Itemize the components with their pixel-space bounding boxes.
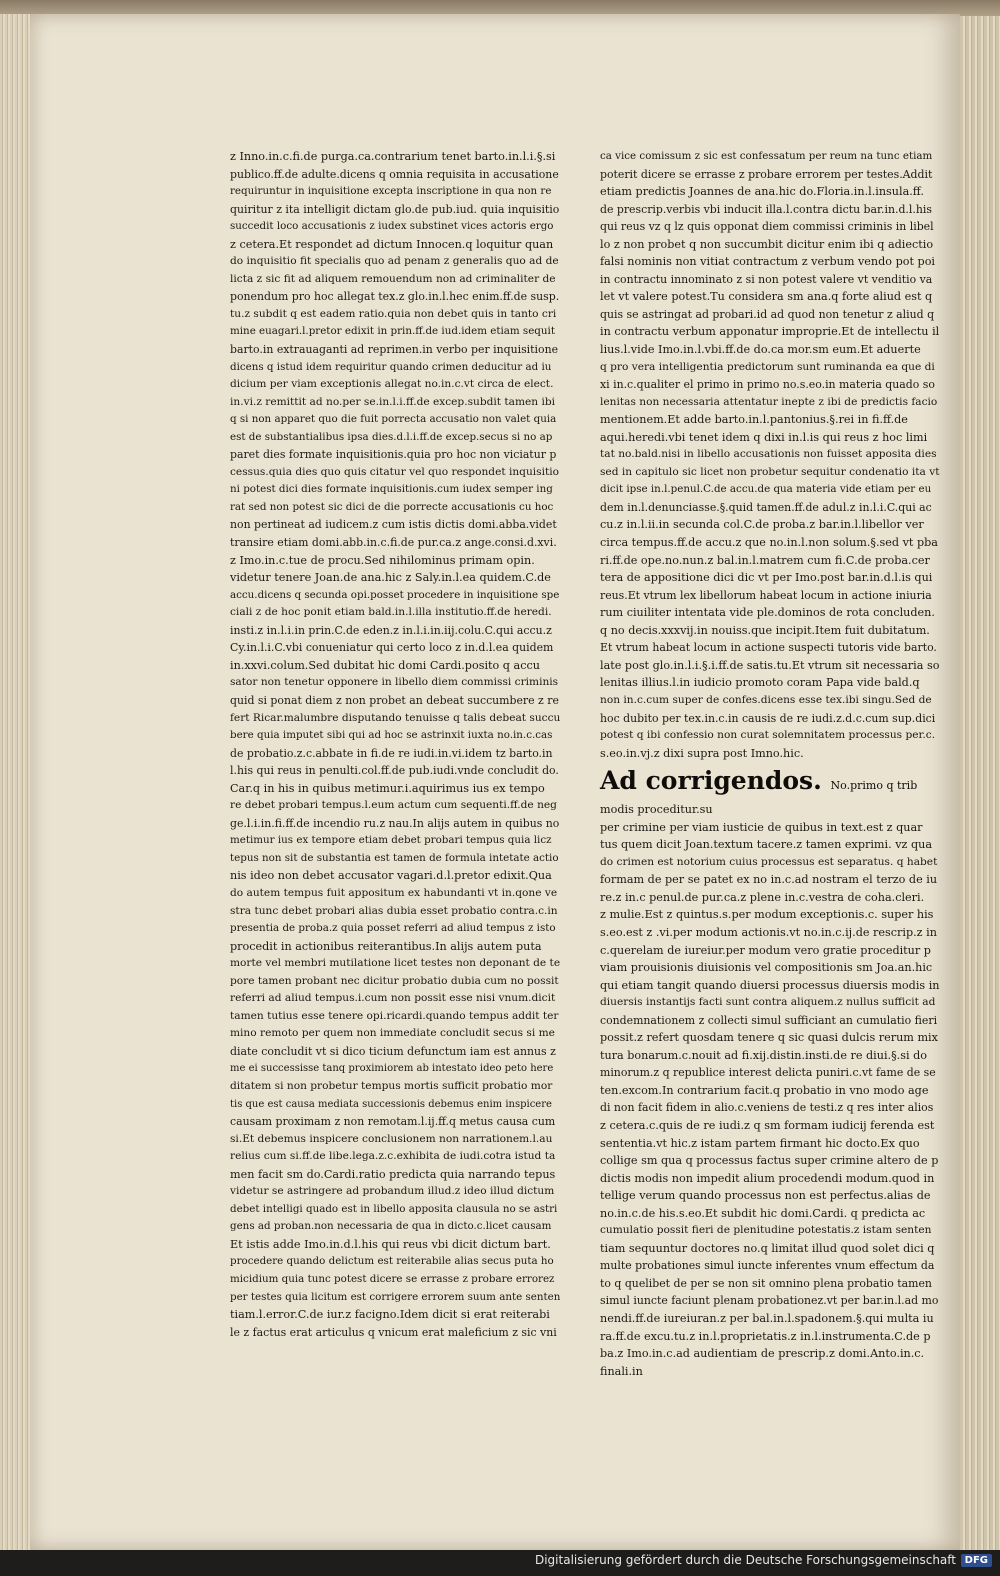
text-line: quid si ponat diem z non probet an debeat succumbere z re: [230, 693, 559, 707]
text-line: bere quia imputet sibi qui ad hoc se astrinxit iuxta no.in.c.cas: [230, 729, 553, 742]
text-line: tis que est causa mediata successionis debemus enim inspicere: [230, 1098, 552, 1110]
page-edges-right: [960, 16, 1000, 1550]
text-line: in.vi.z remittit ad no.per se.in.l.i.ff.de excep.subdit tamen ibi: [230, 395, 556, 408]
text-line: z mulie.Est z quintus.s.per modum exceptionis.c. super his: [600, 908, 934, 922]
text-line: gens ad proban.non necessaria de qua in dicto.c.licet causam: [230, 1220, 552, 1233]
text-line: ge.l.i.in.fi.ff.de incendio ru.z nau.In alijs autem in quibus no: [230, 816, 560, 830]
text-line: s.eo.est z .vi.per modum actionis.vt no.in.c.ij.de rescrip.z in: [600, 925, 937, 939]
text-line: minorum.z q republice interest delicta puniri.c.vt fame de se: [600, 1066, 936, 1080]
text-line: tus quem dicit Joan.textum tacere.z tamen exprimi. vz qua: [600, 838, 933, 852]
text-line: lius.l.vide Imo.in.l.vbi.ff.de do.ca mor.sm eum.Et aduerte: [600, 343, 921, 357]
text-line: succedit loco accusationis z iudex substinet vices actoris ergo: [230, 220, 554, 233]
text-line: late post glo.in.l.i.§.i.ff.de satis.tu.Et vtrum sit necessaria so: [600, 658, 940, 672]
text-line: tat no.bald.nisi in libello accusationis non fuisset apposita dies: [600, 448, 937, 461]
text-line: de prescrip.verbis vbi inducit illa.l.contra dictu bar.in.d.l.his: [600, 202, 932, 216]
text-line: formam de per se patet ex no in.c.ad nostram el terzo de iu: [600, 873, 938, 887]
text-line: l.his qui reus in penulti.col.ff.de pub.iudi.vnde concludit do.: [230, 764, 559, 778]
text-line: sed in capitulo sic licet non probetur sequitur condenatio ita vt: [600, 465, 940, 478]
text-line: in contractu verbum apponatur improprie.Et de intellectu il: [600, 325, 940, 339]
text-line: poterit dicere se errasse z probare errorem per testes.Addit: [600, 167, 933, 181]
text-line: dicit ipse in.l.penul.C.de accu.de qua materia vide etiam per eu: [600, 483, 932, 496]
text-line: tiam.l.error.C.de iur.z facigno.Idem dicit si erat reiterabi: [230, 1308, 550, 1322]
text-line: publico.ff.de adulte.dicens q omnia requisita in accusatione: [230, 167, 559, 181]
text-line: let vt valere potest.Tu considera sm ana.q forte aliud est q: [600, 290, 933, 304]
text-line: tura bonarum.c.nouit ad fi.xij.distin.insti.de re diui.§.si do: [600, 1048, 928, 1062]
text-line: modis proceditur.su: [600, 803, 713, 817]
text-line: lo z non probet q non succumbit dicitur enim ibi q adiectio: [600, 237, 934, 251]
text-line: tepus non sit de substantia est tamen de formula intetate actio: [230, 851, 559, 864]
text-line: possit.z refert quosdam tenere q sic quasi dulcis rerum mix: [600, 1031, 938, 1045]
text-line: z Imo.in.c.tue de procu.Sed nihilominus primam opin.: [230, 553, 535, 567]
text-line: z cetera.c.quis de re iudi.z q sm formam iudicij ferenda est: [600, 1118, 935, 1132]
text-line: causam proximam z non remotam.l.ij.ff.q metus causa cum: [230, 1115, 556, 1129]
text-line: tamen tutius esse tenere opi.ricardi.quando tempus addit ter: [230, 1009, 559, 1022]
text-line: tera de appositione dici dic vt per Imo.post bar.in.d.l.is qui: [600, 571, 933, 585]
text-line: debet intelligi quado est in libello apposita clausula no se astri: [230, 1202, 558, 1215]
right-column-lower-text: [600, 801, 940, 1380]
text-line: to q quelibet de per se non sit omnino plena probatio tamen: [600, 1276, 932, 1290]
text-line: requiruntur in inquisitione excepta inscriptione in qua non re: [230, 185, 552, 198]
text-line: z Inno.in.c.fi.de purga.ca.contrarium tenet barto.in.l.i.§.si: [230, 150, 556, 163]
text-line: transire etiam domi.abb.in.c.fi.de pur.ca.z ange.consi.d.xvi.: [230, 536, 557, 550]
text-line: dicium per viam exceptionis allegat no.in.c.vt circa de elect.: [230, 378, 554, 391]
text-line: mino remoto per quem non immediate concludit secus si me: [230, 1027, 555, 1040]
text-line: dem in.l.denunciasse.§.quid tamen.ff.de adul.z in.l.i.C.qui ac: [600, 500, 932, 514]
text-column-right: [600, 148, 940, 1380]
text-line: q no decis.xxxvij.in nouiss.que incipit.Item fuit dubitatum.: [600, 623, 930, 637]
text-line: viam prouisionis diuisionis vel compositionis sm Joa.an.hic: [600, 961, 933, 975]
page-edges-left: [0, 14, 30, 1550]
text-line: videtur se astringere ad probandum illud.z ideo illud dictum: [230, 1185, 555, 1198]
text-line: micidium quia tunc potest dicere se errasse z probare errorez: [230, 1273, 555, 1285]
text-line: accu.dicens q secunda opi.posset procedere in inquisitione spe: [230, 588, 560, 601]
text-line: pore tamen probant nec dicitur probatio dubia cum no possit: [230, 974, 559, 987]
text-line: mentionem.Et adde barto.in.l.pantonius.§.rei in fi.ff.de: [600, 413, 908, 427]
text-line: per crimine per viam iusticie de quibus in text.est z quar: [600, 820, 923, 834]
text-line: qui reus vz q lz quis opponat diem commissi criminis in libel: [600, 220, 934, 234]
text-line: qui etiam tangit quando diuersi processus diuersis modis in: [600, 978, 940, 992]
text-line: ten.excom.In contrarium facit.q probatio in vno modo age: [600, 1083, 929, 1097]
text-line: quiritur z ita intelligit dictam glo.de pub.iud. quia inquisitio: [230, 202, 560, 216]
text-line: lenitas non necessaria attentatur inepte z ibi de predictis facio: [600, 395, 938, 408]
text-line: aqui.heredi.vbi tenet idem q dixi in.l.is qui reus z hoc limi: [600, 430, 928, 444]
digitization-credit: Digitalisierung gefördert durch die Deutsche Forschungsgemeinschaft: [534, 1553, 956, 1567]
text-line: potest q ibi confessio non curat solemnitatem processus per.c.: [600, 729, 936, 742]
text-line: tu.z subdit q est eadem ratio.quia non debet quis in tanto cri: [230, 307, 557, 320]
text-line: rat sed non potest sic dici de die porrecte accusationis cu hoc: [230, 500, 554, 513]
text-line: collige sm qua q processus factus super crimine altero de p: [600, 1154, 939, 1168]
text-line: ca vice comissum z sic est confessatum per reum na tunc etiam: [600, 150, 933, 162]
text-line: si.Et debemus inspicere conclusionem non narrationem.l.au: [230, 1132, 553, 1145]
text-line: procedere quando delictum est reiterabile alias secus puta ho: [230, 1255, 554, 1268]
text-line: re debet probari tempus.l.eum actum cum sequenti.ff.de neg: [230, 799, 557, 812]
section-incipit: [600, 766, 940, 801]
text-line: q si non apparet quo die fuit porrecta accusatio non valet quia: [230, 413, 557, 426]
text-line: do inquisitio fit specialis quo ad penam z generalis quo ad de: [230, 255, 559, 268]
text-line: in contractu innominato z si non potest valere vt venditio va: [600, 272, 933, 286]
text-line: rum ciuiliter intentata vide ple.dominos de rota concluden.: [600, 606, 935, 620]
text-line: di non facit fidem in alio.c.veniens de testi.z q res inter alios: [600, 1101, 934, 1115]
text-line: Car.q in his in quibus metimur.i.aquirimus ius ex tempo: [230, 781, 545, 795]
text-line: men facit sm do.Cardi.ratio predicta quia narrando tepus: [230, 1167, 556, 1181]
text-line: per testes quia licitum est corrigere errorem suum ante senten: [230, 1290, 560, 1303]
text-line: in.xxvi.colum.Sed dubitat hic domi Cardi.posito q accu: [230, 658, 540, 672]
text-line: ni potest dici dies formate inquisitionis.cum iudex semper ing: [230, 483, 553, 496]
text-line: dicens q istud idem requiritur quando crimen deducitur ad iu: [230, 360, 552, 373]
text-line: referri ad aliud tempus.i.cum non possit esse nisi vnum.dicit: [230, 992, 556, 1005]
text-line: barto.in extrauaganti ad reprimen.in verbo per inquisitione: [230, 343, 559, 357]
text-line: nis ideo non debet accusator vagari.d.l.pretor edixit.Qua: [230, 869, 552, 883]
text-line: le z factus erat articulus q vnicum erat maleficium z sic vni: [230, 1325, 557, 1339]
text-line: re.z in.c penul.de pur.ca.z plene in.c.vestra de coha.cleri.: [600, 890, 925, 904]
text-line: lenitas illius.l.in iudicio promoto coram Papa vide bald.q: [600, 676, 920, 690]
text-column-left: [230, 148, 560, 1341]
text-line: hoc dubito per tex.in.c.in causis de re iudi.z.d.c.cum sup.dici: [600, 711, 936, 725]
text-line: metimur ius ex tempore etiam debet probari tempus quia licz: [230, 834, 552, 847]
right-column-upper-text: [600, 148, 940, 762]
text-line: s.eo.in.vj.z dixi supra post Imno.hic.: [600, 746, 804, 760]
text-line: stra tunc debet probari alias dubia esset probatio contra.c.in: [230, 904, 558, 917]
text-line: ra.ff.de excu.tu.z in.l.proprietatis.z in.l.instrumenta.C.de p: [600, 1329, 931, 1343]
text-line: cessus.quia dies quo quis citatur vel quo respondet inquisitio: [230, 465, 560, 478]
text-line: sator non tenetur opponere in libello diem commissi criminis: [230, 676, 559, 689]
text-line: simul iuncte faciunt plenam probationez.vt per bar.in.l.ad mo: [600, 1294, 939, 1308]
text-line: procedit in actionibus reiterantibus.In alijs autem puta: [230, 939, 542, 953]
text-line: fert Ricar.malumbre disputando tenuisse q talis debeat succu: [230, 711, 560, 724]
text-line: reus.Et vtrum lex libellorum habeat locum in actione iniuria: [600, 588, 932, 602]
text-line: dictis modis non impedit alium procedendi modum.quod in: [600, 1171, 935, 1185]
text-line: mine euagari.l.pretor edixit in prin.ff.de iud.idem etiam sequit: [230, 325, 555, 338]
text-line: falsi nominis non vitiat contractum z verbum vendo pot poi: [600, 255, 936, 269]
text-line: Cy.in.l.i.C.vbi conueniatur qui certo loco z in.d.l.ea quidem: [230, 641, 554, 655]
text-line: etiam predictis Joannes de ana.hic do.Floria.in.l.insula.ff.: [600, 185, 924, 199]
text-line: diuersis instantijs facti sunt contra aliquem.z nullus sufficit ad: [600, 996, 936, 1009]
text-line: diate concludit vt si dico ticium defunctum iam est annus z: [230, 1044, 556, 1058]
text-line: licta z sic fit ad aliquem remouendum non ad criminaliter de: [230, 272, 556, 285]
text-line: me ei successisse tanq proximiorem ab intestato ideo peto here: [230, 1063, 554, 1075]
incipit-continuation: No.primo q trib: [830, 779, 918, 793]
text-line: sententia.vt hic.z istam partem firmant hic docto.Ex quo: [600, 1136, 920, 1150]
text-line: cu.z in.l.ii.in secunda col.C.de proba.z bar.in.l.libellor ver: [600, 518, 924, 532]
text-line: no.in.c.de his.s.eo.Et subdit hic domi.Cardi. q predicta ac: [600, 1206, 926, 1220]
text-line: ponendum pro hoc allegat tex.z glo.in.l.hec enim.ff.de susp.: [230, 290, 560, 304]
incipit-lemma: Ad corrigendos.: [600, 766, 822, 796]
text-line: Et istis adde Imo.in.d.l.his qui reus vbi dicit dictum bart.: [230, 1237, 551, 1251]
text-line: ciali z de hoc ponit etiam bald.in.l.illa institutio.ff.de heredi.: [230, 606, 552, 619]
text-line: quis se astringat ad probari.id ad quod non tenetur z aliud q: [600, 307, 935, 321]
text-line: presentia de proba.z quia posset referri ad aliud tempus z isto: [230, 922, 556, 935]
text-line: ditatem si non probetur tempus mortis sufficit probatio mor: [230, 1079, 553, 1092]
text-line: condemnationem z collecti simul sufficiant an cumulatio fieri: [600, 1013, 938, 1027]
text-line: circa tempus.ff.de accu.z que no.in.l.non solum.§.sed vt pba: [600, 536, 938, 550]
text-line: videtur tenere Joan.de ana.hic z Saly.in.l.ea quidem.C.de: [230, 571, 551, 585]
text-line: nendi.ff.de iureiuran.z per bal.in.l.spadonem.§.qui multa iu: [600, 1312, 934, 1325]
dfg-logo: DFG: [961, 1554, 992, 1567]
text-line: q pro vera intelligentia predictorum sunt ruminanda ea que di: [600, 360, 935, 373]
text-line: finali.in: [600, 1364, 643, 1378]
text-line: non pertineat ad iudicem.z cum istis dictis domi.abba.videt: [230, 518, 557, 532]
text-line: tellige verum quando processus non est perfectus.alias de: [600, 1189, 931, 1203]
text-line: est de substantialibus ipsa dies.d.l.i.ff.de excep.secus si no ap: [230, 430, 553, 443]
text-line: do autem tempus fuit appositum ex habundanti vt in.qone ve: [230, 886, 558, 899]
text-line: paret dies formate inquisitionis.quia pro hoc non viciatur p: [230, 448, 557, 462]
text-line: xi in.c.qualiter el primo in primo no.s.eo.in materia quado so: [600, 378, 935, 392]
text-line: morte vel membri mutilatione licet testes non deponant de te: [230, 957, 560, 970]
text-line: de probatio.z.c.abbate in fi.de re iudi.in.vi.idem tz barto.in: [230, 746, 553, 760]
text-line: multe probationes simul iuncte inferentes vnum effectum da: [600, 1259, 935, 1273]
text-line: insti.z in.l.i.in prin.C.de eden.z in.l.i.in.iij.colu.C.qui accu.z: [230, 623, 552, 637]
text-line: relius cum si.ff.de libe.lega.z.c.exhibita de iudi.cotra istud ta: [230, 1150, 556, 1163]
text-line: ba.z Imo.in.c.ad audientiam de prescrip.z domi.Anto.in.c.: [600, 1347, 925, 1361]
text-line: do crimen est notorium cuius processus est separatus. q habet: [600, 855, 938, 868]
text-line: non in.c.cum super de confes.dicens esse tex.ibi singu.Sed de: [600, 693, 932, 706]
text-line: Et vtrum habeat locum in actione suspecti tutoris vide barto.: [600, 641, 937, 655]
text-line: cumulatio possit fieri de plenitudine potestatis.z istam senten: [600, 1224, 932, 1237]
text-line: tiam sequuntur doctores no.q limitat illud quod solet dici q: [600, 1241, 935, 1255]
text-line: c.querelam de iureiur.per modum vero gratie proceditur p: [600, 943, 931, 957]
text-line: ri.ff.de ope.no.nun.z bal.in.l.matrem cum fi.C.de proba.cer: [600, 553, 930, 567]
text-line: z cetera.Et respondet ad dictum Innocen.q loquitur quan: [230, 237, 554, 251]
